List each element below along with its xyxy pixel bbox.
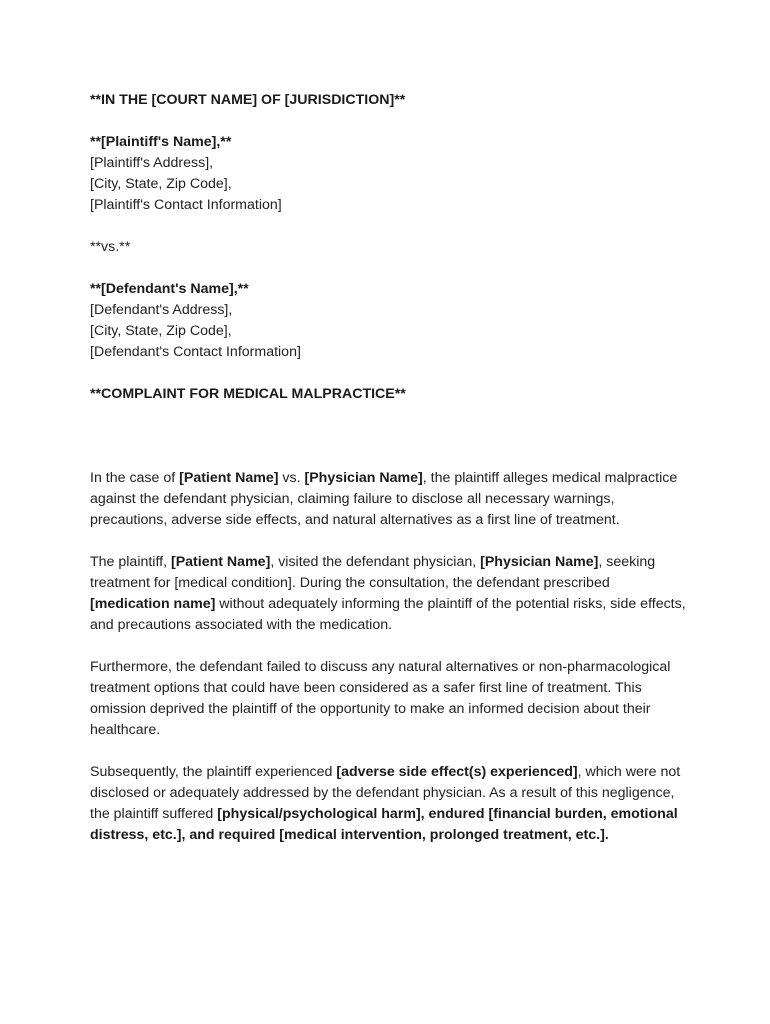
text-span: , visited the defendant physician, — [270, 554, 481, 570]
placeholder-physician-name: [Physician Name] — [304, 470, 423, 486]
text-span: vs. — [278, 470, 305, 486]
placeholder-patient-name: [Patient Name] — [170, 554, 271, 570]
text-span: without adequately informing the plaintiff of the potential risks, side effects, and precautions associated with the medication. — [90, 596, 686, 633]
complaint-title: **COMPLAINT FOR MEDICAL MALPRACTICE** — [90, 386, 406, 402]
defendant-city: [City, State, Zip Code], — [90, 323, 232, 339]
placeholder-harm-details: [physical/psychological harm], endured [financial burden, emotional distress, etc.], and required [medical intervention, prolonged treatment, etc.]. — [90, 806, 678, 843]
text-span: , which were not disclosed or adequately addressed by the defendant physician. As a result of this negligence, the plaintiff suffered — [90, 764, 681, 822]
plaintiff-city: [City, State, Zip Code], — [90, 176, 232, 192]
placeholder-patient-name: [Patient Name] — [179, 470, 279, 486]
placeholder-side-effects: [adverse side effect(s) experienced] — [336, 764, 578, 780]
defendant-address: [Defendant's Address], — [90, 302, 233, 318]
paragraph-intro — [90, 468, 690, 531]
text-span: The plaintiff, — [90, 554, 171, 570]
text-span: Subsequently, the plaintiff experienced — [90, 764, 337, 780]
plaintiff-contact: [Plaintiff's Contact Information] — [90, 197, 282, 213]
defendant-name: **[Defendant's Name],** — [90, 281, 249, 297]
defendant-contact: [Defendant's Contact Information] — [90, 344, 301, 360]
paragraph-harm — [90, 762, 690, 846]
text-span: Furthermore, the defendant failed to discuss any natural alternatives or non-pharmacological treatment options that could have been considered as a safer first line of treatment. This omission deprived the plaintiff of the opportunity to make an informed decision about their healthcare. — [90, 659, 671, 738]
plaintiff-name: **[Plaintiff's Name],** — [90, 134, 232, 150]
paragraph-visit — [90, 552, 690, 636]
placeholder-medication-name: [medication name] — [90, 596, 216, 612]
text-span: In the case of — [90, 470, 180, 486]
court-heading: **IN THE [COURT NAME] OF [JURISDICTION]** — [90, 92, 406, 108]
text-span: , seeking treatment for [medical condition]. During the consultation, the defendant prescribed — [90, 554, 656, 591]
text-span: , the plaintiff alleges medical malpractice against the defendant physician, claiming failure to disclose all necessary warnings, precautions, adverse side effects, and natural alternatives as a first line of treatment. — [90, 470, 678, 528]
plaintiff-address: [Plaintiff's Address], — [90, 155, 214, 171]
versus-line: **vs.** — [90, 239, 131, 255]
paragraph-alternatives — [90, 657, 690, 741]
placeholder-physician-name: [Physician Name] — [480, 554, 599, 570]
document-body — [90, 90, 690, 846]
